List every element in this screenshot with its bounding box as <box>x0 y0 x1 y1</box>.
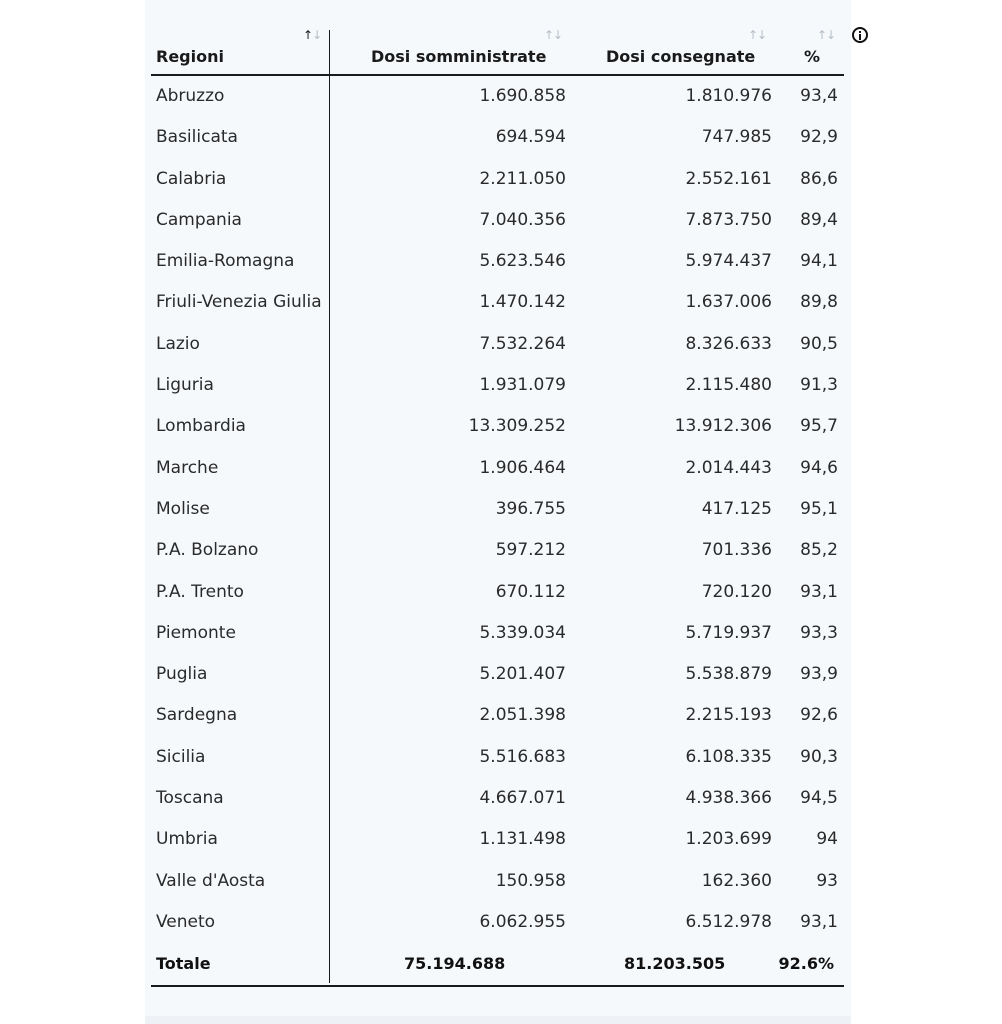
cell-delivered: 2.215.193 <box>685 705 772 726</box>
table-row <box>151 819 844 860</box>
cell-delivered: 1.810.976 <box>685 86 772 106</box>
cell-percent: 93,4 <box>800 86 838 106</box>
column-header-label: % <box>804 47 821 66</box>
cell-percent: 89,4 <box>800 209 838 230</box>
cell-region: Umbria <box>156 829 218 850</box>
cell-percent: 93,9 <box>800 664 838 685</box>
cell-administered: 1.690.858 <box>479 86 566 106</box>
cell-delivered: 2.115.480 <box>685 375 772 396</box>
cell-region: Sicilia <box>156 746 206 767</box>
cell-percent: 95,1 <box>800 498 838 519</box>
cell-region: P.A. Trento <box>156 581 244 602</box>
cell-region: Campania <box>156 209 242 230</box>
cell-percent: 85,2 <box>800 540 838 561</box>
table-bottom-border <box>151 985 844 987</box>
cell-administered: 1.470.142 <box>479 292 566 313</box>
cell-region: Lombardia <box>156 416 246 437</box>
table-row <box>151 530 844 571</box>
table-row <box>151 200 844 241</box>
vaccine-doses-table <box>151 28 844 985</box>
cell-administered: 1.931.079 <box>479 375 566 396</box>
table-total-row <box>151 943 844 984</box>
cell-region: Veneto <box>156 911 216 932</box>
cell-percent: 92,9 <box>800 127 838 148</box>
cell-delivered: 7.873.750 <box>685 209 772 230</box>
column-header-label: Dosi somministrate <box>371 47 547 66</box>
table-row <box>151 282 844 323</box>
total-label: Totale <box>156 954 211 974</box>
cell-administered: 5.516.683 <box>479 746 566 767</box>
cell-administered: 2.051.398 <box>479 705 566 726</box>
table-row <box>151 737 844 778</box>
cell-region: Lazio <box>156 333 200 354</box>
cell-region: Calabria <box>156 168 227 189</box>
cell-region: Molise <box>156 498 210 519</box>
cell-delivered: 13.912.306 <box>674 416 772 437</box>
cell-administered: 13.309.252 <box>468 416 566 437</box>
cell-administered: 150.958 <box>495 870 566 891</box>
cell-percent: 91,3 <box>800 375 838 396</box>
table-header <box>151 28 844 76</box>
cell-percent: 94,5 <box>800 788 838 809</box>
sort-arrows-icon[interactable]: ↑↓ <box>817 28 836 42</box>
cell-region: Marche <box>156 457 219 478</box>
info-icon[interactable] <box>852 27 868 43</box>
column-header-administered[interactable] <box>331 28 566 74</box>
cell-administered: 670.112 <box>495 581 566 602</box>
cell-region: Basilicata <box>156 127 238 148</box>
table-row <box>151 324 844 365</box>
cell-administered: 5.623.546 <box>479 251 566 272</box>
column-header-label: Regioni <box>156 47 224 66</box>
table-row <box>151 406 844 447</box>
cell-region: Abruzzo <box>156 86 225 106</box>
table-row <box>151 365 844 406</box>
total-percent: 92.6% <box>778 954 834 974</box>
cell-administered: 694.594 <box>495 127 566 148</box>
cell-delivered: 5.538.879 <box>685 664 772 685</box>
cell-percent: 90,3 <box>800 746 838 767</box>
cell-delivered: 1.203.699 <box>685 829 772 850</box>
cell-delivered: 6.108.335 <box>685 746 772 767</box>
cell-delivered: 6.512.978 <box>685 911 772 932</box>
total-delivered: 81.203.505 <box>624 954 726 974</box>
cell-administered: 597.212 <box>495 540 566 561</box>
cell-delivered: 701.336 <box>701 540 772 561</box>
cell-delivered: 1.637.006 <box>685 292 772 313</box>
table-row <box>151 76 844 117</box>
sort-arrows-icon[interactable]: ↑↓ <box>748 28 767 42</box>
cell-region: Toscana <box>156 788 224 809</box>
cell-administered: 7.532.264 <box>479 333 566 354</box>
cell-administered: 5.339.034 <box>479 622 566 643</box>
column-header-delivered[interactable] <box>571 28 771 74</box>
next-section-strip <box>145 1016 851 1024</box>
column-header-region[interactable] <box>151 28 329 74</box>
table-row <box>151 902 844 943</box>
column-header-label: Dosi consegnate <box>606 47 756 66</box>
table-row <box>151 241 844 282</box>
cell-percent: 93 <box>816 870 838 891</box>
cell-delivered: 417.125 <box>701 498 772 519</box>
sort-arrows-icon[interactable]: ↑↓ <box>544 28 563 42</box>
cell-region: Valle d'Aosta <box>156 870 266 891</box>
cell-administered: 396.755 <box>495 498 566 519</box>
cell-delivered: 5.719.937 <box>685 622 772 643</box>
table-row <box>151 572 844 613</box>
cell-region: Puglia <box>156 664 208 685</box>
cell-administered: 4.667.071 <box>479 788 566 809</box>
cell-percent: 93,1 <box>800 581 838 602</box>
total-administered: 75.194.688 <box>404 954 506 974</box>
cell-administered: 1.131.498 <box>479 829 566 850</box>
table-row <box>151 654 844 695</box>
cell-region: Emilia-Romagna <box>156 251 295 272</box>
column-header-percent[interactable] <box>781 28 841 74</box>
cell-region: Sardegna <box>156 705 238 726</box>
cell-percent: 93,3 <box>800 622 838 643</box>
cell-administered: 7.040.356 <box>479 209 566 230</box>
cell-administered: 2.211.050 <box>479 168 566 189</box>
cell-percent: 95,7 <box>800 416 838 437</box>
table-row <box>151 489 844 530</box>
cell-percent: 92,6 <box>800 705 838 726</box>
cell-percent: 90,5 <box>800 333 838 354</box>
table-body <box>151 76 844 943</box>
table-row <box>151 448 844 489</box>
cell-percent: 94 <box>816 829 838 850</box>
cell-delivered: 747.985 <box>701 127 772 148</box>
cell-percent: 94,6 <box>800 457 838 478</box>
table-row <box>151 695 844 736</box>
table-row <box>151 159 844 200</box>
cell-percent: 93,1 <box>800 911 838 932</box>
cell-region: Friuli-Venezia Giulia <box>156 292 322 313</box>
sort-arrows-icon[interactable]: ↑↓ <box>303 28 322 42</box>
cell-administered: 6.062.955 <box>479 911 566 932</box>
cell-percent: 86,6 <box>800 168 838 189</box>
cell-administered: 5.201.407 <box>479 664 566 685</box>
cell-delivered: 720.120 <box>701 581 772 602</box>
cell-delivered: 4.938.366 <box>685 788 772 809</box>
cell-region: Liguria <box>156 375 214 396</box>
cell-delivered: 2.014.443 <box>685 457 772 478</box>
table-row <box>151 117 844 158</box>
cell-delivered: 162.360 <box>701 870 772 891</box>
cell-percent: 94,1 <box>800 251 838 272</box>
cell-delivered: 2.552.161 <box>685 168 772 189</box>
cell-administered: 1.906.464 <box>479 457 566 478</box>
cell-delivered: 5.974.437 <box>685 251 772 272</box>
cell-delivered: 8.326.633 <box>685 333 772 354</box>
table-row <box>151 613 844 654</box>
table-row <box>151 778 844 819</box>
table-row <box>151 861 844 902</box>
cell-region: Piemonte <box>156 622 236 643</box>
cell-region: P.A. Bolzano <box>156 540 259 561</box>
cell-percent: 89,8 <box>800 292 838 313</box>
